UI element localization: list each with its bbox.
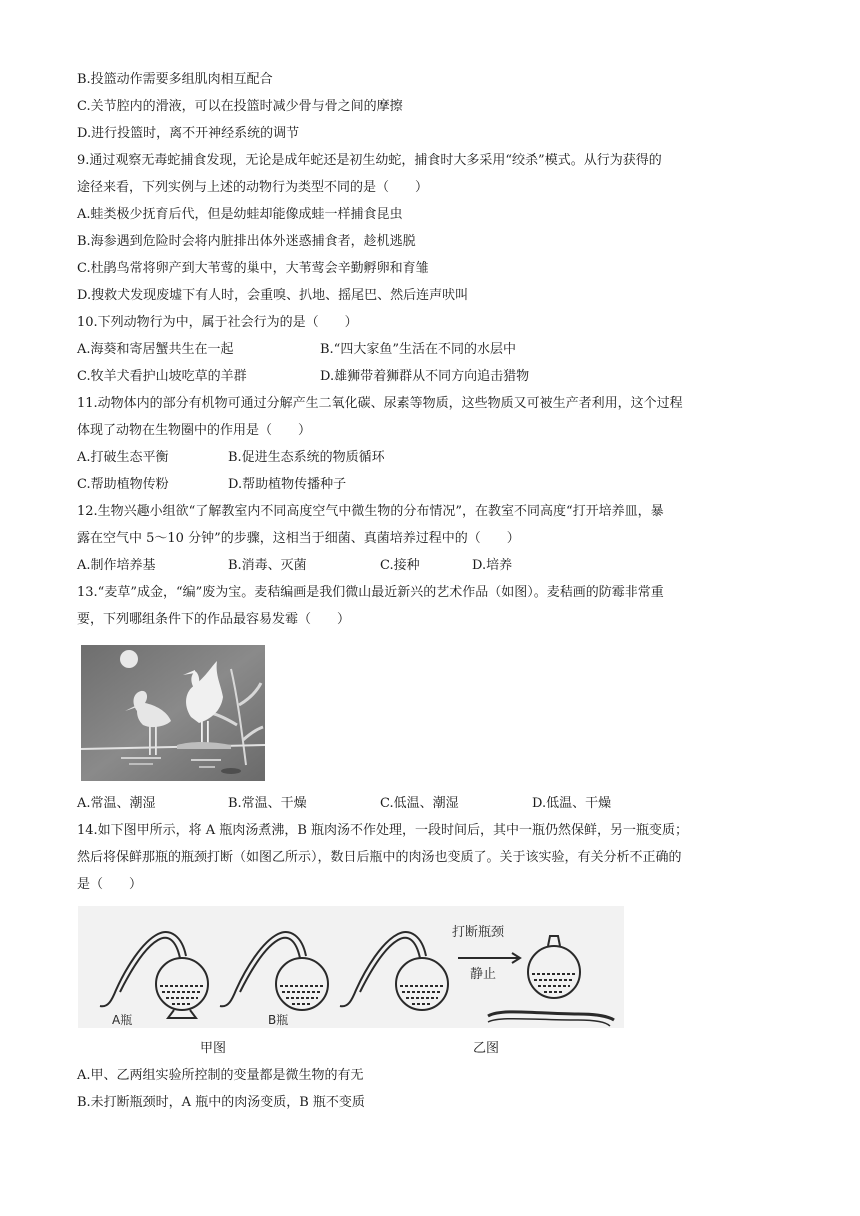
q10-option-b: B.“四大家鱼”生活在不同的水层中 [320, 342, 516, 357]
q13-option-c: C.低温、潮湿 [380, 796, 459, 811]
q14-stem-line-3: 是（ ） [77, 877, 143, 892]
q14-stem-line-1: 14.如下图甲所示，将 A 瓶肉汤煮沸，B 瓶肉汤不作处理，一段时间后，其中一瓶仍然保鲜，另一瓶变质； [77, 823, 689, 838]
flask-b-label: B瓶 [268, 1013, 289, 1027]
caption-jia: 甲图 [200, 1041, 227, 1056]
q10-option-d: D.雄狮带着狮群从不同方向追击猎物 [320, 369, 530, 384]
q12-stem-line-2: 露在空气中 5～10 分钟”的步骤，这相当于细菌、真菌培养过程中的（ ） [77, 531, 520, 546]
q9-stem-line-2: 途径来看，下列实例与上述的动物行为类型不同的是（ ） [77, 180, 429, 195]
arrow-label-top: 打断瓶颈 [452, 925, 505, 940]
q9-option-c: C.杜鹃鸟常将卵产到大苇莺的巢中，大苇莺会辛勤孵卵和育雏 [77, 261, 429, 276]
q14-stem-line-2: 然后将保鲜那瓶的瓶颈打断（如图乙所示），数日后瓶中的肉汤也变质了。关于该实验，有关分析不正确的 [77, 850, 682, 865]
caption-yi: 乙图 [473, 1041, 500, 1056]
flask-a-label: A瓶 [112, 1013, 133, 1027]
q12-stem-line-1: 12.生物兴趣小组欲“了解教室内不同高度空气中微生物的分布情况”，在教室不同高度“打开培养皿，暴 [77, 504, 664, 519]
q14-option-a: A.甲、乙两组实验所控制的变量都是微生物的有无 [77, 1068, 364, 1083]
q9-option-d: D.搜救犬发现废墟下有人时，会重嗅、扒地、摇尾巴、然后连声吠叫 [77, 288, 469, 303]
q13-option-b: B.常温、干燥 [228, 796, 307, 811]
q12-option-c: C.接种 [380, 558, 420, 573]
q13-stem-line-1: 13.“麦草”成金，“编”废为宝。麦秸编画是我们微山最近新兴的艺术作品（如图）。麦秸画的防霉非常重 [77, 585, 664, 600]
q12-option-a: A.制作培养基 [77, 558, 156, 573]
q14-option-b: B.未打断瓶颈时，A 瓶中的肉汤变质，B 瓶不变质 [77, 1095, 365, 1110]
arrow-label-bottom: 静止 [470, 967, 497, 982]
flask-experiment-diagram [78, 906, 624, 1028]
q8-option-c: C.关节腔内的滑液，可以在投篮时减少骨与骨之间的摩擦 [77, 99, 403, 114]
q13-stem-line-2: 要，下列哪组条件下的作品最容易发霉（ ） [77, 612, 351, 627]
q10-option-c: C.牧羊犬看护山坡吃草的羊群 [77, 369, 247, 384]
wheat-straw-painting-figure [81, 645, 265, 781]
moon-shape [120, 650, 138, 668]
q13-option-d: D.低温、干燥 [532, 796, 612, 811]
swan-neck-flask-figure [78, 906, 624, 1028]
q10-option-a: A.海葵和寄居蟹共生在一起 [77, 342, 234, 357]
q11-option-a: A.打破生态平衡 [77, 450, 169, 465]
q11-option-c: C.帮助植物传粉 [77, 477, 169, 492]
q11-stem-line-2: 体现了动物在生物圈中的作用是（ ） [77, 423, 312, 438]
q8-option-b: B.投篮动作需要多组肌肉相互配合 [77, 72, 273, 87]
q9-stem-line-1: 9.通过观察无毒蛇捕食发现，无论是成年蛇还是初生幼蛇，捕食时大多采用“绞杀”模式。从行为获得的 [77, 153, 662, 168]
q10-stem: 10.下列动物行为中，属于社会行为的是（ ） [77, 315, 358, 330]
q11-stem-line-1: 11.动物体内的部分有机物可通过分解产生二氧化碳、尿素等物质，这些物质又可被生产者利用，这个过程 [77, 396, 683, 411]
q12-option-b: B.消毒、灭菌 [228, 558, 307, 573]
q9-option-a: A.蛙类极少抚育后代，但是幼蛙却能像成蛙一样捕食昆虫 [77, 207, 403, 222]
q8-option-d: D.进行投篮时，离不开神经系统的调节 [77, 126, 300, 141]
q11-option-b: B.促进生态系统的物质循环 [228, 450, 385, 465]
q11-option-d: D.帮助植物传播种子 [228, 477, 347, 492]
q9-option-b: B.海参遇到危险时会将内脏排出体外迷惑捕食者，趁机逃脱 [77, 234, 416, 249]
q12-option-d: D.培养 [472, 558, 513, 573]
crane-painting-image [81, 645, 265, 781]
q13-option-a: A.常温、潮湿 [77, 796, 156, 811]
